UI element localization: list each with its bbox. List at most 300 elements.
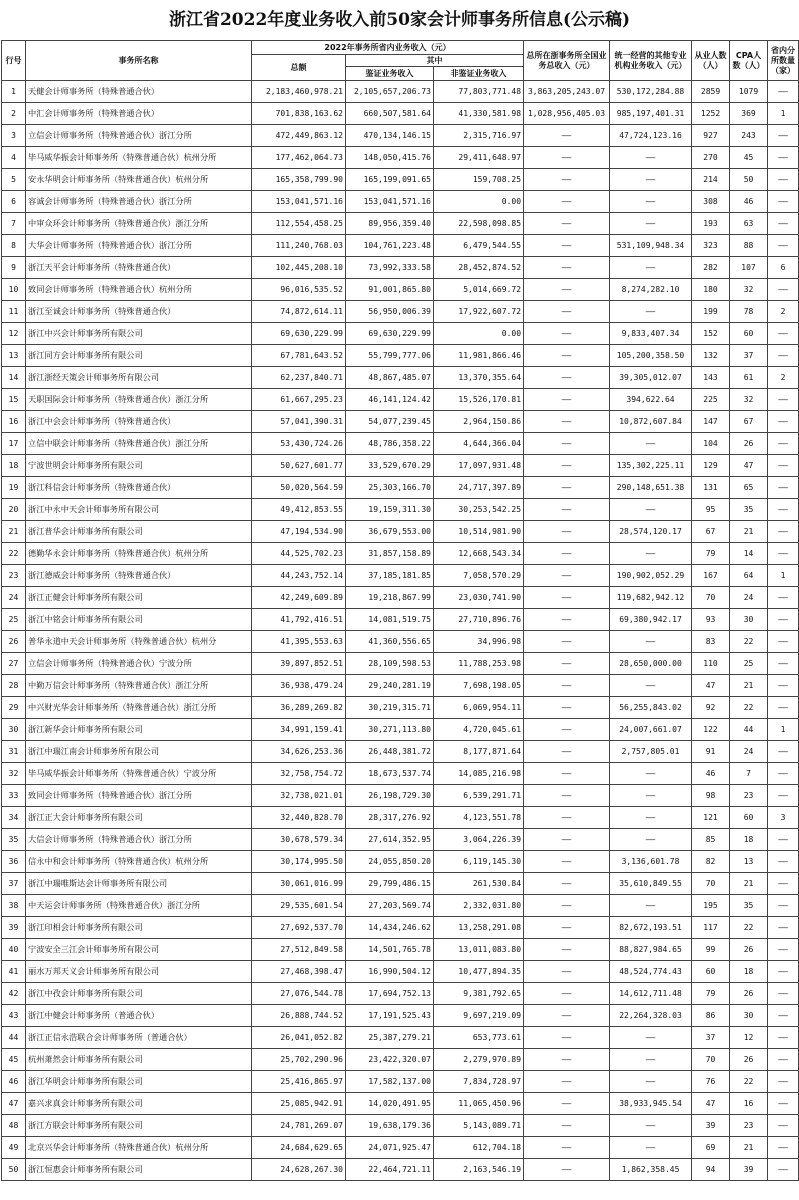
cell-hq-total: ——: [524, 873, 610, 895]
cell-rank: 1: [2, 81, 26, 103]
cell-branches: ——: [768, 873, 799, 895]
cell-firm-name: 中审众环会计师事务所（特殊普通合伙）浙江分所: [26, 213, 252, 235]
cell-non-securities: 7,058,570.29: [434, 565, 524, 587]
cell-non-securities: 5,143,089.71: [434, 1115, 524, 1137]
cell-branches: ——: [768, 147, 799, 169]
cell-non-securities: 4,123,551.78: [434, 807, 524, 829]
cell-non-securities: 30,253,542.25: [434, 499, 524, 521]
cell-rank: 38: [2, 895, 26, 917]
cell-securities: 25,303,166.70: [346, 477, 434, 499]
cell-staff: 83: [692, 631, 730, 653]
cell-cpa: 21: [730, 675, 768, 697]
cell-firm-name: 中天运会计师事务所（特殊普通合伙）浙江分所: [26, 895, 252, 917]
cell-staff: 132: [692, 345, 730, 367]
cell-hq-total: ——: [524, 411, 610, 433]
cell-rank: 43: [2, 1005, 26, 1027]
cell-total: 44,243,752.14: [252, 565, 346, 587]
cell-firm-name: 浙江恒惠会计师事务所有限公司: [26, 1159, 252, 1181]
cell-branches: ——: [768, 763, 799, 785]
cell-securities: 22,464,721.11: [346, 1159, 434, 1181]
cell-branches: 2: [768, 301, 799, 323]
cell-staff: 131: [692, 477, 730, 499]
cell-staff: 85: [692, 829, 730, 851]
cell-rank: 29: [2, 697, 26, 719]
cell-branches: ——: [768, 741, 799, 763]
cell-total: 62,237,840.71: [252, 367, 346, 389]
cell-branches: 6: [768, 257, 799, 279]
cell-branches: ——: [768, 169, 799, 191]
table-row: [2, 147, 799, 169]
cell-total: 111,240,768.03: [252, 235, 346, 257]
cell-hq-total: 1,028,956,405.03: [524, 103, 610, 125]
cell-securities: 14,434,246.62: [346, 917, 434, 939]
cell-other-income: 24,007,661.07: [610, 719, 692, 741]
cell-other-income: 530,172,284.88: [610, 81, 692, 103]
cell-cpa: 88: [730, 235, 768, 257]
cell-staff: 37: [692, 1027, 730, 1049]
cell-hq-total: ——: [524, 1115, 610, 1137]
table-row: [2, 323, 799, 345]
cell-cpa: 18: [730, 961, 768, 983]
table-row: [2, 125, 799, 147]
cell-branches: ——: [768, 455, 799, 477]
cell-firm-name: 容诚会计师事务所（特殊普通合伙）浙江分所: [26, 191, 252, 213]
header-non-securities: 非鉴证业务收入: [434, 67, 524, 81]
cell-staff: 152: [692, 323, 730, 345]
table-row: [2, 301, 799, 323]
table-row: [2, 785, 799, 807]
table-row: [2, 697, 799, 719]
cell-cpa: 78: [730, 301, 768, 323]
cell-hq-total: ——: [524, 499, 610, 521]
cell-other-income: 1,862,358.45: [610, 1159, 692, 1181]
cell-firm-name: 宁波安全三江会计师事务所有限公司: [26, 939, 252, 961]
cell-branches: ——: [768, 191, 799, 213]
cell-branches: ——: [768, 411, 799, 433]
cell-non-securities: 22,598,098.85: [434, 213, 524, 235]
cell-total: 24,781,269.07: [252, 1115, 346, 1137]
cell-staff: 282: [692, 257, 730, 279]
cell-non-securities: 27,710,896.76: [434, 609, 524, 631]
cell-hq-total: ——: [524, 257, 610, 279]
cell-cpa: 45: [730, 147, 768, 169]
cell-staff: 270: [692, 147, 730, 169]
cell-staff: 308: [692, 191, 730, 213]
cell-non-securities: 9,381,792.65: [434, 983, 524, 1005]
cell-rank: 17: [2, 433, 26, 455]
table-row: [2, 873, 799, 895]
cell-staff: 1252: [692, 103, 730, 125]
cell-securities: 19,218,867.99: [346, 587, 434, 609]
cell-non-securities: 41,330,581.98: [434, 103, 524, 125]
cell-total: 74,872,614.11: [252, 301, 346, 323]
cell-branches: ——: [768, 279, 799, 301]
cell-securities: 48,786,358.22: [346, 433, 434, 455]
cell-staff: 110: [692, 653, 730, 675]
cell-rank: 41: [2, 961, 26, 983]
cell-securities: 29,240,281.19: [346, 675, 434, 697]
cell-hq-total: ——: [524, 279, 610, 301]
cell-staff: 180: [692, 279, 730, 301]
cell-hq-total: ——: [524, 1027, 610, 1049]
cell-staff: 60: [692, 961, 730, 983]
cell-hq-total: ——: [524, 653, 610, 675]
cell-total: 165,358,799.90: [252, 169, 346, 191]
cell-total: 57,041,390.31: [252, 411, 346, 433]
cell-securities: 55,799,777.06: [346, 345, 434, 367]
cell-staff: 167: [692, 565, 730, 587]
cell-rank: 12: [2, 323, 26, 345]
cell-rank: 33: [2, 785, 26, 807]
cell-firm-name: 立信中联会计师事务所（特殊普通合伙）浙江分所: [26, 433, 252, 455]
cell-cpa: 22: [730, 917, 768, 939]
cell-cpa: 44: [730, 719, 768, 741]
cell-cpa: 35: [730, 895, 768, 917]
cell-total: 39,897,852.51: [252, 653, 346, 675]
cell-total: 25,702,290.96: [252, 1049, 346, 1071]
cell-firm-name: 浙江至诚会计师事务所（特殊普通合伙）: [26, 301, 252, 323]
cell-total: 112,554,458.25: [252, 213, 346, 235]
cell-hq-total: ——: [524, 961, 610, 983]
cell-hq-total: ——: [524, 719, 610, 741]
cell-other-income: 9,833,407.34: [610, 323, 692, 345]
table-row: [2, 675, 799, 697]
cell-non-securities: 2,315,716.97: [434, 125, 524, 147]
cell-rank: 16: [2, 411, 26, 433]
cell-cpa: 24: [730, 741, 768, 763]
cell-cpa: 47: [730, 455, 768, 477]
cell-branches: ——: [768, 983, 799, 1005]
cell-cpa: 7: [730, 763, 768, 785]
cell-total: 96,016,535.52: [252, 279, 346, 301]
cell-cpa: 61: [730, 367, 768, 389]
table-row: [2, 961, 799, 983]
cell-cpa: 65: [730, 477, 768, 499]
cell-total: 34,991,159.41: [252, 719, 346, 741]
cell-non-securities: 0.00: [434, 191, 524, 213]
cell-branches: 3: [768, 807, 799, 829]
table-row: [2, 169, 799, 191]
cell-other-income: 38,933,945.54: [610, 1093, 692, 1115]
cell-non-securities: 612,704.18: [434, 1137, 524, 1159]
cell-non-securities: 10,514,981.90: [434, 521, 524, 543]
cell-total: 2,183,460,978.21: [252, 81, 346, 103]
cell-total: 153,041,571.16: [252, 191, 346, 213]
cell-other-income: 47,724,123.16: [610, 125, 692, 147]
cell-rank: 47: [2, 1093, 26, 1115]
cell-rank: 26: [2, 631, 26, 653]
table-row: [2, 763, 799, 785]
cell-rank: 22: [2, 543, 26, 565]
cell-hq-total: ——: [524, 543, 610, 565]
cell-other-income: ——: [610, 829, 692, 851]
cell-total: 32,758,754.72: [252, 763, 346, 785]
cell-non-securities: 34,996.98: [434, 631, 524, 653]
cell-hq-total: ——: [524, 939, 610, 961]
cell-firm-name: 天健会计师事务所（特殊普通合伙）: [26, 81, 252, 103]
cell-total: 50,627,601.77: [252, 455, 346, 477]
cell-rank: 30: [2, 719, 26, 741]
cell-branches: ——: [768, 1093, 799, 1115]
cell-securities: 30,219,315.71: [346, 697, 434, 719]
cell-non-securities: 15,526,170.81: [434, 389, 524, 411]
cell-hq-total: ——: [524, 851, 610, 873]
cell-cpa: 26: [730, 983, 768, 1005]
cell-staff: 70: [692, 587, 730, 609]
table-row: [2, 81, 799, 103]
cell-branches: ——: [768, 1159, 799, 1181]
cell-rank: 50: [2, 1159, 26, 1181]
cell-cpa: 23: [730, 785, 768, 807]
cell-other-income: ——: [610, 257, 692, 279]
cell-total: 177,462,064.73: [252, 147, 346, 169]
cell-rank: 27: [2, 653, 26, 675]
table-row: [2, 895, 799, 917]
cell-cpa: 35: [730, 499, 768, 521]
cell-rank: 9: [2, 257, 26, 279]
cell-other-income: 8,274,282.10: [610, 279, 692, 301]
cell-other-income: ——: [610, 1027, 692, 1049]
cell-hq-total: ——: [524, 587, 610, 609]
cell-total: 29,535,601.54: [252, 895, 346, 917]
cell-firm-name: 浙江中永中天会计师事务所有限公司: [26, 499, 252, 521]
cell-non-securities: 9,697,219.09: [434, 1005, 524, 1027]
cell-total: 61,667,295.23: [252, 389, 346, 411]
cell-rank: 19: [2, 477, 26, 499]
cell-firm-name: 浙江中瑞唯斯达会计师事务所有限公司: [26, 873, 252, 895]
cell-staff: 76: [692, 1071, 730, 1093]
cell-branches: ——: [768, 631, 799, 653]
cell-total: 25,085,942.91: [252, 1093, 346, 1115]
header-income-group: 2022年事务所省内业务收入（元）: [252, 41, 524, 55]
table-row: [2, 587, 799, 609]
cell-hq-total: ——: [524, 1137, 610, 1159]
cell-other-income: ——: [610, 433, 692, 455]
cell-branches: ——: [768, 1115, 799, 1137]
cell-other-income: ——: [610, 1137, 692, 1159]
cell-total: 27,512,849.58: [252, 939, 346, 961]
cell-firm-name: 嘉兴求真会计师事务所有限公司: [26, 1093, 252, 1115]
cell-rank: 32: [2, 763, 26, 785]
cell-other-income: 394,622.64: [610, 389, 692, 411]
cell-cpa: 21: [730, 873, 768, 895]
cell-other-income: ——: [610, 675, 692, 697]
cell-total: 102,445,208.10: [252, 257, 346, 279]
cell-staff: 92: [692, 697, 730, 719]
cell-rank: 14: [2, 367, 26, 389]
cell-branches: ——: [768, 961, 799, 983]
cell-hq-total: ——: [524, 169, 610, 191]
cell-securities: 27,203,569.74: [346, 895, 434, 917]
table-row: [2, 741, 799, 763]
cell-cpa: 30: [730, 609, 768, 631]
cell-branches: ——: [768, 389, 799, 411]
cell-non-securities: 23,030,741.90: [434, 587, 524, 609]
cell-hq-total: ——: [524, 609, 610, 631]
cell-firm-name: 浙江方联会计师事务所有限公司: [26, 1115, 252, 1137]
cell-cpa: 26: [730, 433, 768, 455]
cell-firm-name: 浙江印相会计师事务所有限公司: [26, 917, 252, 939]
cell-staff: 225: [692, 389, 730, 411]
cell-non-securities: 14,085,216.98: [434, 763, 524, 785]
cell-total: 36,289,269.82: [252, 697, 346, 719]
cell-non-securities: 29,411,648.97: [434, 147, 524, 169]
cell-other-income: 82,672,193.51: [610, 917, 692, 939]
cell-rank: 8: [2, 235, 26, 257]
table-row: [2, 1137, 799, 1159]
cell-other-income: 2,757,805.01: [610, 741, 692, 763]
cell-securities: 36,679,553.00: [346, 521, 434, 543]
cell-firm-name: 浙江浙经天策会计师事务所有限公司: [26, 367, 252, 389]
cell-non-securities: 3,064,226.39: [434, 829, 524, 851]
cell-rank: 25: [2, 609, 26, 631]
cell-rank: 40: [2, 939, 26, 961]
cell-non-securities: 10,477,894.35: [434, 961, 524, 983]
header-name: 事务所名称: [26, 41, 252, 81]
cell-rank: 18: [2, 455, 26, 477]
cell-firm-name: 大信会计师事务所（特殊普通合伙）浙江分所: [26, 829, 252, 851]
cell-securities: 153,041,571.16: [346, 191, 434, 213]
cell-non-securities: 17,097,931.48: [434, 455, 524, 477]
cell-firm-name: 浙江中铭会计师事务所有限公司: [26, 609, 252, 631]
table-row: [2, 213, 799, 235]
cell-total: 32,440,828.70: [252, 807, 346, 829]
cell-hq-total: ——: [524, 895, 610, 917]
cell-other-income: ——: [610, 213, 692, 235]
cell-other-income: ——: [610, 191, 692, 213]
cell-firm-name: 浙江普华会计师事务所有限公司: [26, 521, 252, 543]
cell-securities: 148,050,415.76: [346, 147, 434, 169]
cell-non-securities: 7,834,728.97: [434, 1071, 524, 1093]
header-rank: 行号: [2, 41, 26, 81]
cell-branches: ——: [768, 499, 799, 521]
cell-firm-name: 浙江正大会计师事务所有限公司: [26, 807, 252, 829]
cell-rank: 35: [2, 829, 26, 851]
cell-other-income: 985,197,401.31: [610, 103, 692, 125]
table-row: [2, 433, 799, 455]
cell-firm-name: 浙江中会会计师事务所（特殊普通合伙）: [26, 411, 252, 433]
cell-cpa: 22: [730, 697, 768, 719]
cell-branches: ——: [768, 653, 799, 675]
table-row: [2, 257, 799, 279]
cell-cpa: 13: [730, 851, 768, 873]
cell-securities: 30,271,113.80: [346, 719, 434, 741]
cell-securities: 16,990,504.12: [346, 961, 434, 983]
cell-securities: 56,950,006.39: [346, 301, 434, 323]
cell-cpa: 64: [730, 565, 768, 587]
cell-hq-total: ——: [524, 741, 610, 763]
cell-firm-name: 浙江中兴会计师事务所有限公司: [26, 323, 252, 345]
cell-branches: ——: [768, 609, 799, 631]
cell-non-securities: 8,177,871.64: [434, 741, 524, 763]
cell-firm-name: 浙江正健会计师事务所有限公司: [26, 587, 252, 609]
cell-staff: 927: [692, 125, 730, 147]
cell-cpa: 32: [730, 389, 768, 411]
cell-non-securities: 12,668,543.34: [434, 543, 524, 565]
cell-branches: ——: [768, 1137, 799, 1159]
cell-securities: 29,799,486.15: [346, 873, 434, 895]
cell-non-securities: 4,720,045.61: [434, 719, 524, 741]
cell-other-income: ——: [610, 763, 692, 785]
table-row: [2, 609, 799, 631]
cell-cpa: 16: [730, 1093, 768, 1115]
cell-staff: 67: [692, 521, 730, 543]
header-hq-total: 总所在浙事务所全国业务总收入（元）: [524, 41, 610, 81]
cell-hq-total: ——: [524, 1005, 610, 1027]
cell-cpa: 46: [730, 191, 768, 213]
cell-hq-total: ——: [524, 367, 610, 389]
cell-non-securities: 6,069,954.11: [434, 697, 524, 719]
cell-securities: 104,761,223.48: [346, 235, 434, 257]
cell-staff: 104: [692, 433, 730, 455]
table-row: [2, 389, 799, 411]
cell-branches: ——: [768, 81, 799, 103]
cell-hq-total: ——: [524, 1049, 610, 1071]
cell-rank: 2: [2, 103, 26, 125]
cell-staff: 69: [692, 1137, 730, 1159]
income-table: [1, 40, 799, 1181]
cell-hq-total: ——: [524, 1071, 610, 1093]
table-body: [2, 81, 799, 1181]
cell-branches: ——: [768, 1027, 799, 1049]
table-row: [2, 829, 799, 851]
cell-non-securities: 6,119,145.30: [434, 851, 524, 873]
table-row: [2, 1049, 799, 1071]
cell-firm-name: 天职国际会计师事务所（特殊普通合伙）浙江分所: [26, 389, 252, 411]
cell-securities: 28,109,598.53: [346, 653, 434, 675]
cell-branches: ——: [768, 125, 799, 147]
cell-other-income: ——: [610, 147, 692, 169]
cell-hq-total: ——: [524, 147, 610, 169]
cell-rank: 15: [2, 389, 26, 411]
cell-hq-total: ——: [524, 807, 610, 829]
cell-cpa: 67: [730, 411, 768, 433]
cell-staff: 193: [692, 213, 730, 235]
cell-staff: 147: [692, 411, 730, 433]
cell-firm-name: 毕马威华振会计师事务所（特殊普通合伙）宁波分所: [26, 763, 252, 785]
cell-hq-total: ——: [524, 301, 610, 323]
cell-hq-total: ——: [524, 1093, 610, 1115]
cell-hq-total: ——: [524, 323, 610, 345]
header-staff: 从业人数（人）: [692, 41, 730, 81]
cell-securities: 33,529,670.29: [346, 455, 434, 477]
cell-cpa: 14: [730, 543, 768, 565]
cell-firm-name: 浙江科信会计师事务所（特殊普通合伙）: [26, 477, 252, 499]
header-other-income: 统一经营的其他专业机构业务收入（元）: [610, 41, 692, 81]
cell-securities: 31,857,158.89: [346, 543, 434, 565]
cell-total: 67,781,643.52: [252, 345, 346, 367]
cell-firm-name: 杭州萧然会计师事务所有限公司: [26, 1049, 252, 1071]
cell-other-income: 105,200,358.50: [610, 345, 692, 367]
cell-branches: 2: [768, 367, 799, 389]
cell-staff: 47: [692, 1093, 730, 1115]
cell-cpa: 37: [730, 345, 768, 367]
cell-rank: 37: [2, 873, 26, 895]
cell-non-securities: 11,788,253.98: [434, 653, 524, 675]
cell-firm-name: 浙江中健会计师事务所（普通合伙）: [26, 1005, 252, 1027]
cell-hq-total: ——: [524, 235, 610, 257]
cell-securities: 46,141,124.42: [346, 389, 434, 411]
cell-rank: 5: [2, 169, 26, 191]
cell-other-income: ——: [610, 807, 692, 829]
cell-cpa: 26: [730, 1049, 768, 1071]
cell-staff: 99: [692, 939, 730, 961]
cell-other-income: 3,136,601.78: [610, 851, 692, 873]
cell-total: 69,630,229.99: [252, 323, 346, 345]
cell-total: 701,838,163.62: [252, 103, 346, 125]
cell-rank: 44: [2, 1027, 26, 1049]
cell-other-income: 28,574,120.17: [610, 521, 692, 543]
